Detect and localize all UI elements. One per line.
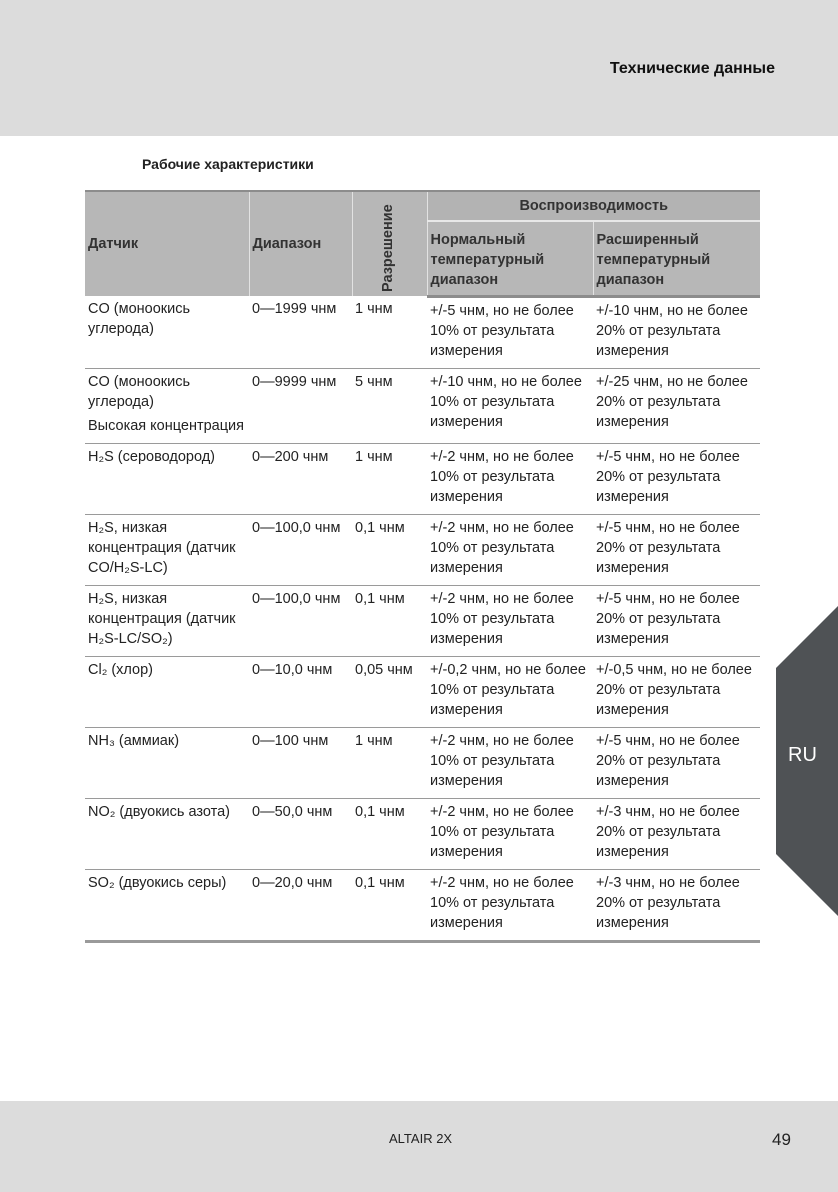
cell-range: 0—50,0 чнм [249, 798, 352, 869]
cell-resolution: 1 чнм [352, 727, 427, 798]
cell-range: 0—1999 чнм [249, 296, 352, 368]
performance-table [85, 190, 760, 943]
cell-sensor: NO₂ (двуокись азота) [85, 798, 249, 869]
header-normal-temp: Нормальный температурный диапазон [427, 221, 593, 296]
cell-range: 0—100 чнм [249, 727, 352, 798]
table-row [85, 514, 760, 585]
table-row [85, 296, 760, 368]
cell-range: 0—10,0 чнм [249, 656, 352, 727]
cell-range: 0—9999 чнм [249, 368, 352, 443]
cell-range: 0—100,0 чнм [249, 585, 352, 656]
cell-sensor: H₂S (сероводород) [85, 443, 249, 514]
cell-extended: +/-5 чнм, но не более 20% от результата измерения [593, 443, 760, 514]
cell-normal: +/-2 чнм, но не более 10% от результата измерения [427, 869, 593, 941]
language-tab-label: RU [788, 744, 817, 766]
section-title: Рабочие характеристики [142, 156, 314, 172]
cell-sensor: CO (моноокись углерода) [85, 296, 249, 368]
header-resolution [352, 191, 427, 296]
cell-resolution: 0,1 чнм [352, 585, 427, 656]
table-row [85, 727, 760, 798]
table-row [85, 368, 760, 443]
cell-resolution: 5 чнм [352, 368, 427, 443]
header-reproducibility: Воспроизводимость [427, 191, 760, 221]
footer-band [0, 1101, 838, 1192]
cell-sensor: SO₂ (двуокись серы) [85, 869, 249, 941]
table-row [85, 798, 760, 869]
cell-sensor-sub: Высокая концентрация [88, 417, 244, 434]
cell-normal: +/-2 чнм, но не более 10% от результата измерения [427, 798, 593, 869]
cell-normal: +/-5 чнм, но не более 10% от результата измерения [427, 296, 593, 368]
cell-extended: +/-10 чнм, но не более 20% от результата измерения [593, 296, 760, 368]
header-resolution-label: Разрешение [379, 204, 396, 292]
cell-resolution: 0,1 чнм [352, 514, 427, 585]
cell-resolution: 0,1 чнм [352, 869, 427, 941]
cell-normal: +/-0,2 чнм, но не более 10% от результата измерения [427, 656, 593, 727]
cell-sensor: H₂S, низкая концентрация (датчик H₂S-LC/SO₂) [85, 585, 249, 656]
table-row [85, 656, 760, 727]
cell-extended: +/-3 чнм, но не более 20% от результата измерения [593, 798, 760, 869]
table-row [85, 443, 760, 514]
cell-normal: +/-2 чнм, но не более 10% от результата измерения [427, 443, 593, 514]
footer-product-name: ALTAIR 2X [389, 1131, 453, 1146]
cell-sensor-name: CO (моноокись углерода) [88, 373, 191, 410]
cell-extended: +/-5 чнм, но не более 20% от результата измерения [593, 585, 760, 656]
cell-extended: +/-0,5 чнм, но не более 20% от результата измерения [593, 656, 760, 727]
cell-range: 0—200 чнм [249, 443, 352, 514]
cell-sensor: H₂S, низкая концентрация (датчик CO/H₂S-LC) [85, 514, 249, 585]
cell-normal: +/-10 чнм, но не более 10% от результата измерения [427, 368, 593, 443]
cell-sensor: NH₃ (аммиак) [85, 727, 249, 798]
cell-normal: +/-2 чнм, но не более 10% от результата измерения [427, 727, 593, 798]
cell-resolution: 0,1 чнм [352, 798, 427, 869]
cell-extended: +/-25 чнм, но не более 20% от результата измерения [593, 368, 760, 443]
cell-resolution: 0,05 чнм [352, 656, 427, 727]
page-header-title: Технические данные [609, 60, 775, 77]
cell-normal: +/-2 чнм, но не более 10% от результата измерения [427, 514, 593, 585]
cell-extended: +/-5 чнм, но не более 20% от результата измерения [593, 514, 760, 585]
table-row [85, 869, 760, 941]
header-sensor: Датчик [85, 191, 249, 296]
cell-extended: +/-3 чнм, но не более 20% от результата измерения [593, 869, 760, 941]
cell-range: 0—100,0 чнм [249, 514, 352, 585]
cell-resolution: 1 чнм [352, 296, 427, 368]
cell-sensor [85, 368, 249, 443]
header-range: Диапазон [249, 191, 352, 296]
cell-normal: +/-2 чнм, но не более 10% от результата измерения [427, 585, 593, 656]
cell-range: 0—20,0 чнм [249, 869, 352, 941]
table-row [85, 585, 760, 656]
cell-extended: +/-5 чнм, но не более 20% от результата измерения [593, 727, 760, 798]
cell-sensor: Cl₂ (хлор) [85, 656, 249, 727]
cell-resolution: 1 чнм [352, 443, 427, 514]
header-extended-temp: Расширенный температурный диапазон [593, 221, 760, 296]
footer-page-number: 49 [772, 1130, 791, 1149]
